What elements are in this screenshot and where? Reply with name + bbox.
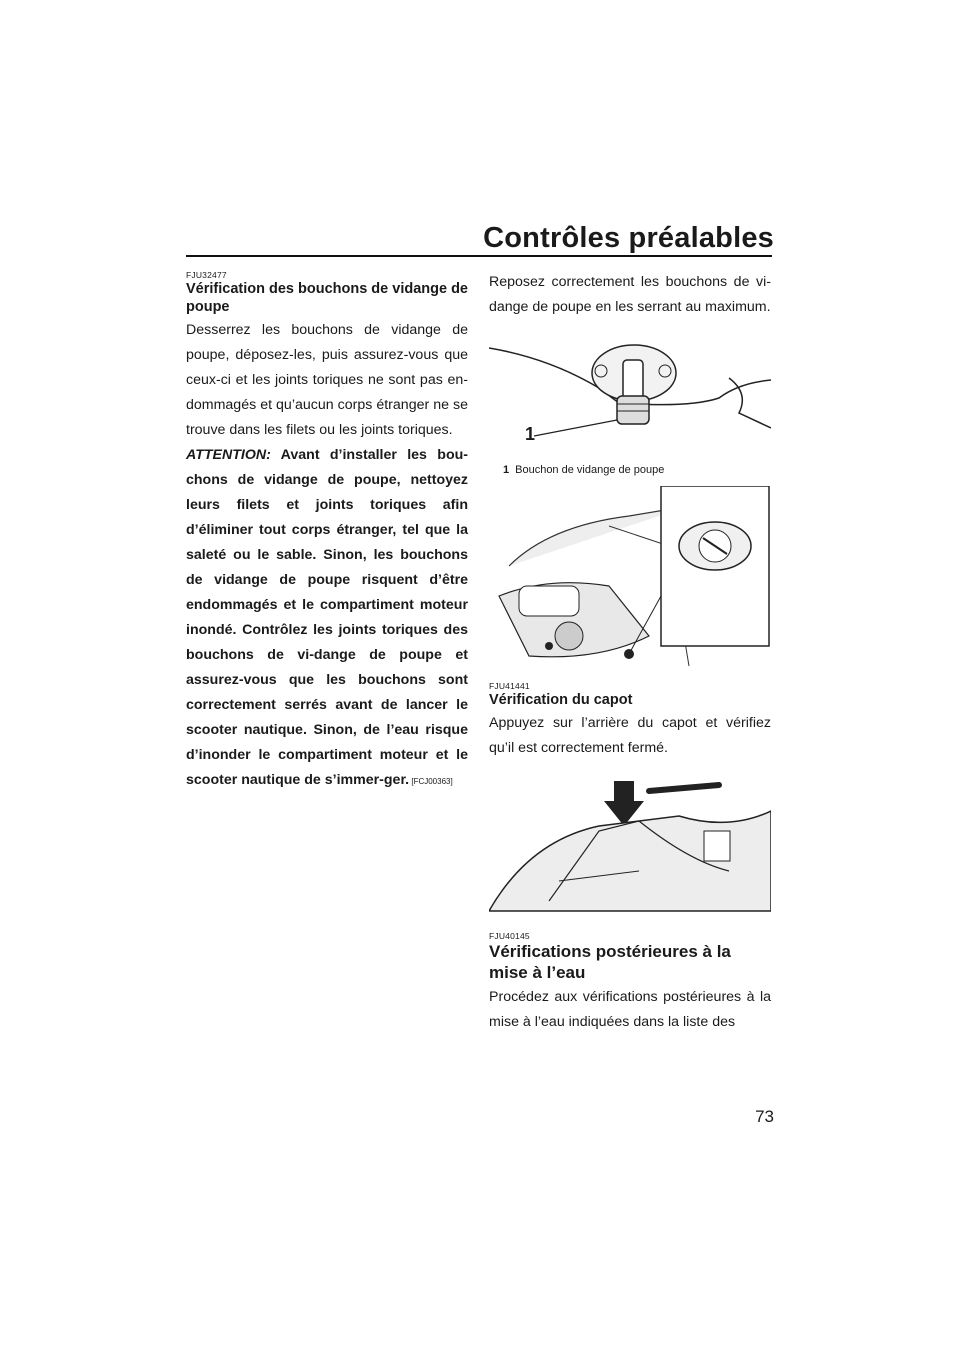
section-body: Desserrez les bouchons de vidange de poupe, déposez-les, puis assurez-vous que ceux-ci et les joints toriques ne sont pas en-dommagés et qu’aucun corps étranger ne se trouve dans les filets ou les joints toriques. (186, 322, 468, 438)
attention-text: Avant d’installer les bou-chons de vidange de poupe, nettoyez leurs filets et joints toriques afin d’éliminer tout corps étranger, tel que la saleté ou le sable. Sinon, les bouchons de vidange de poupe risquent d’être endommagés et le compartiment moteur inondé. Contrôlez les joints toriques des bouchons de vi-dange de poupe et assurez-vous que les bouchons sont correctement serrés avant de lancer le scooter nautique. Sinon, de l’eau risque d’inonder le compartiment moteur et le scooter nautique de s’immer-ger. (186, 447, 468, 788)
page-number: 73 (755, 1107, 774, 1126)
figure-callout: 1 (525, 424, 536, 444)
section-heading: Vérification du capot (489, 692, 633, 708)
figure-drain-plug (489, 338, 771, 476)
section-continuation: Reposez correctement les bouchons de vi-dange de poupe en les serrant au maximum. (489, 274, 771, 315)
figure-caption (503, 464, 771, 476)
section-heading: Vérifications postérieures à la mise à l’eau (489, 942, 731, 982)
left-column (186, 270, 468, 794)
figure-hood (489, 771, 771, 921)
caption-number: 1 (503, 464, 510, 476)
page-title: Contrôles préalables (483, 222, 774, 254)
hood-illustration (489, 771, 771, 921)
header-divider (186, 255, 772, 257)
section-code: FJU41441 (489, 681, 530, 691)
right-column (489, 270, 771, 1035)
attention-reference: [FCJ00363] (409, 777, 453, 786)
section-heading: Vérification des bouchons de vidange de poupe (186, 281, 468, 315)
attention-label: ATTENTION: (186, 447, 271, 463)
section-body: Appuyez sur l’arrière du capot et vérifiez qu’il est correctement fermé. (489, 715, 771, 756)
stern-overview-illustration (489, 486, 771, 671)
section-code: FJU32477 (186, 270, 227, 280)
attention-notice (186, 443, 468, 794)
section-body: Procédez aux vérifications postérieures à la mise à l’eau indiquées dans la liste des (489, 989, 771, 1030)
figure-stern-overview (489, 486, 771, 671)
caption-text: Bouchon de vidange de poupe (515, 464, 665, 476)
section-code: FJU40145 (489, 931, 530, 941)
